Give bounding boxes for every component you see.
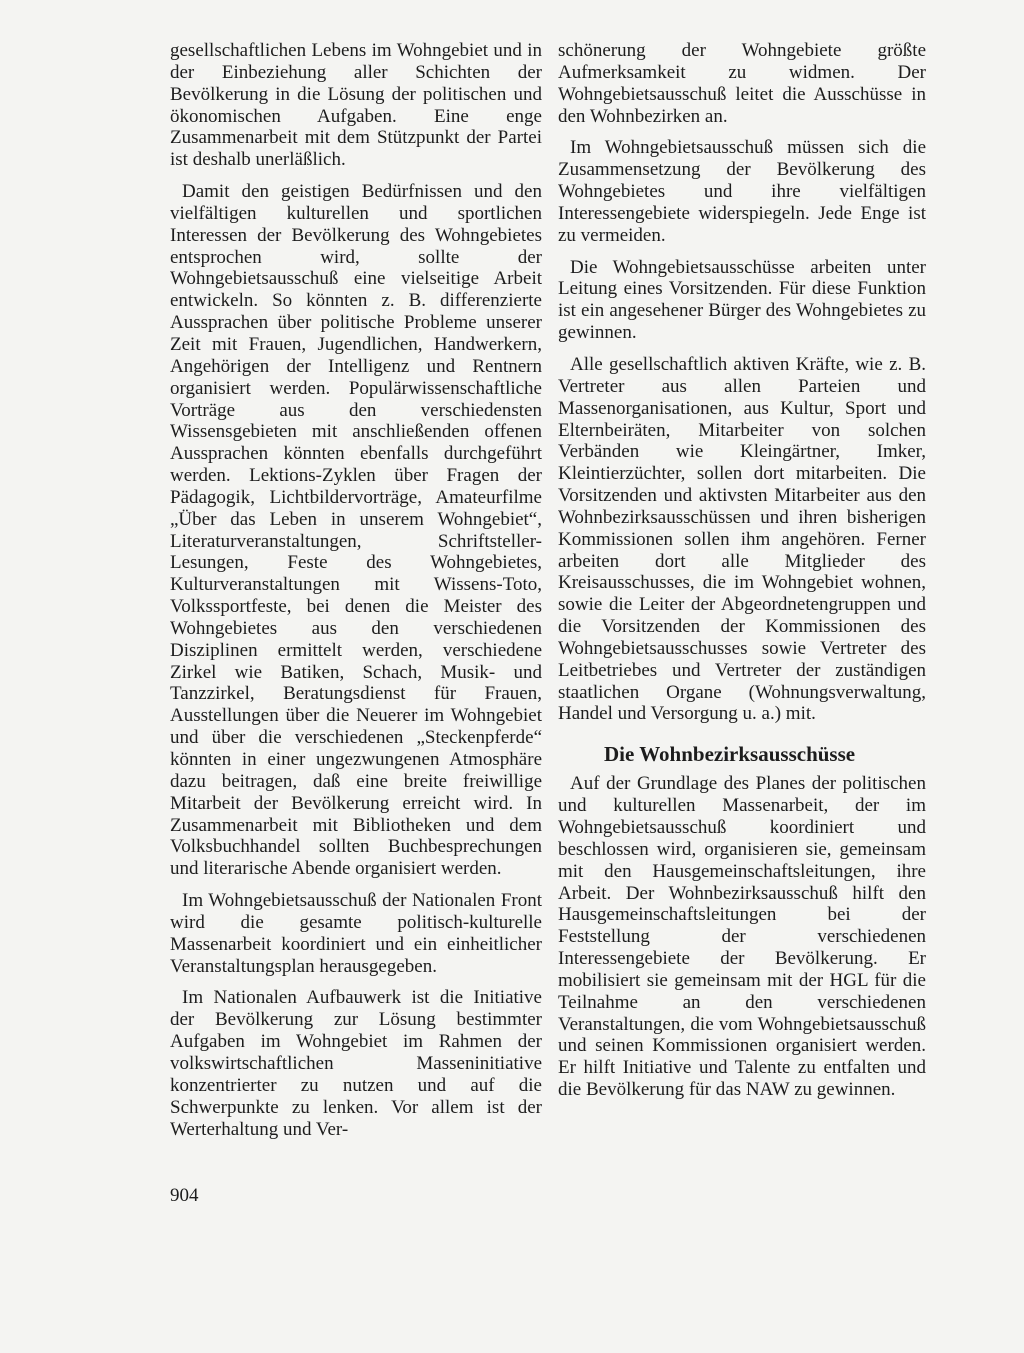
paragraph: schönerung der Wohngebiete größte Aufmerksamkeit zu widmen. Der Wohngebietsausschuß leitet die Ausschüsse in den Wohnbezirken an. [558, 40, 926, 127]
paragraph: Im Nationalen Aufbauwerk ist die Initiative der Bevölkerung zur Lösung bestimmter Aufgaben im Wohngebiet im Rahmen der volkswirtschaftlichen Masseninitiative konzentrierter zu nutzen und auf die Schwerpunkte zu lenken. Vor allem ist der Werterhaltung und Ver- [170, 987, 542, 1140]
paragraph: Auf der Grundlage des Planes der politischen und kulturellen Massenarbeit, der im Wohngebietsausschuß koordiniert und beschlossen wird, organisieren sie, gemeinsam mit den Hausgemeinschaftsleitungen, ihre Arbeit. Der Wohnbezirksausschuß hilft den Hausgemeinschaftsleitungen bei der Feststellung der verschiedenen Interessengebiete der Bevölkerung. Er mobilisiert sie gemeinsam mit der HGL für die Teilnahme an den verschiedenen Veranstaltungen, die vom Wohngebietsausschuß und seinen Kommissionen organisiert werden. Er hilft Initiative und Talente zu entfalten und die Bevölkerung für das NAW zu gewinnen. [558, 773, 926, 1101]
paragraph: Im Wohngebietsausschuß müssen sich die Zusammensetzung der Bevölkerung des Wohngebietes und ihre vielfältigen Interessengebiete widerspiegeln. Jede Enge ist zu vermeiden. [558, 137, 926, 246]
paragraph: Die Wohngebietsausschüsse arbeiten unter Leitung eines Vorsitzenden. Für diese Funktion ist ein angesehener Bürger des Wohngebietes zu gewinnen. [558, 256, 926, 344]
paragraph: Damit den geistigen Bedürfnissen und den vielfältigen kulturellen und sportlichen Interessen der Bevölkerung des Wohngebietes entsprochen wird, sollte der Wohngebietsausschuß eine vielseitige Arbeit entwickeln. So könnten z. B. differenzierte Aussprachen über politische Probleme unserer Zeit mit Frauen, Jugendlichen, Handwerkern, Angehörigen der Intelligenz und Rentnern organisiert werden. Populärwissenschaftliche Vorträge aus den verschiedensten Wissensgebieten mit anschließenden offenen Aussprachen könnten ebenfalls durchgeführt werden. Lektions-Zyklen über Fragen der Pädagogik, Lichtbildervorträge, Amateurfilme „Über das Leben in unserem Wohngebiet“, Literaturveranstaltungen, Schriftsteller-Lesungen, Feste des Wohngebietes, Kulturveranstaltungen mit Wissens-Toto, Volkssportfeste, bei denen die Meister des Wohngebietes aus den verschiedenen Disziplinen ermittelt werden, verschiedene Zirkel wie Batiken, Schach, Musik- und Tanzzirkel, Beratungsdienst für Frauen, Ausstellungen über die Neuerer im Wohngebiet und über die verschiedenen „Steckenpferde“ könnten in einer ungezwungenen Atmosphäre dazu beitragen, daß eine breite freiwillige Mitarbeit der Bevölkerung erreicht wird. In Zusammenarbeit mit Bibliotheken und dem Volksbuchhandel sollten Buchbesprechungen und literarische Abende organisiert werden. [170, 181, 542, 880]
left-column [170, 40, 542, 1150]
paragraph: gesellschaftlichen Lebens im Wohngebiet und in der Einbeziehung aller Schichten der Bevölkerung in die Lösung der politischen und ökonomischen Aufgaben. Eine enge Zusammenarbeit mit dem Stützpunkt der Partei ist deshalb unerläßlich. [170, 40, 542, 171]
paragraph: Alle gesellschaftlich aktiven Kräfte, wie z. B. Vertreter aus allen Parteien und Massenorganisationen, aus Kultur, Sport und Elternbeiräten, Mitarbeiter von solchen Verbänden wie Kleingärtner, Imker, Kleintierzüchter, sollen dort mitarbeiten. Die Vorsitzenden und aktivsten Mitarbeiter aus den Wohnbezirksausschüssen und ihren bisherigen Kommissionen sollen ihm angehören. Ferner arbeiten dort alle Mitglieder des Kreisausschusses, die im Wohngebiet wohnen, sowie die Leiter der Abgeordnetengruppen und die Vorsitzenden der Kommissionen des Wohngebietsausschusses sowie Vertreter des Leitbetriebes und Vertreter der zuständigen staatlichen Organe (Wohnungsverwaltung, Handel und Versorgung u. a.) mit. [558, 353, 926, 725]
section-heading: Die Wohnbezirksausschüsse [604, 742, 856, 767]
page-number: 904 [170, 1185, 199, 1206]
right-column [558, 40, 926, 1111]
paragraph: Im Wohngebietsausschuß der Nationalen Front wird die gesamte politisch-kulturelle Massenarbeit koordiniert und ein einheitlicher Veranstaltungsplan herausgegeben. [170, 890, 542, 977]
